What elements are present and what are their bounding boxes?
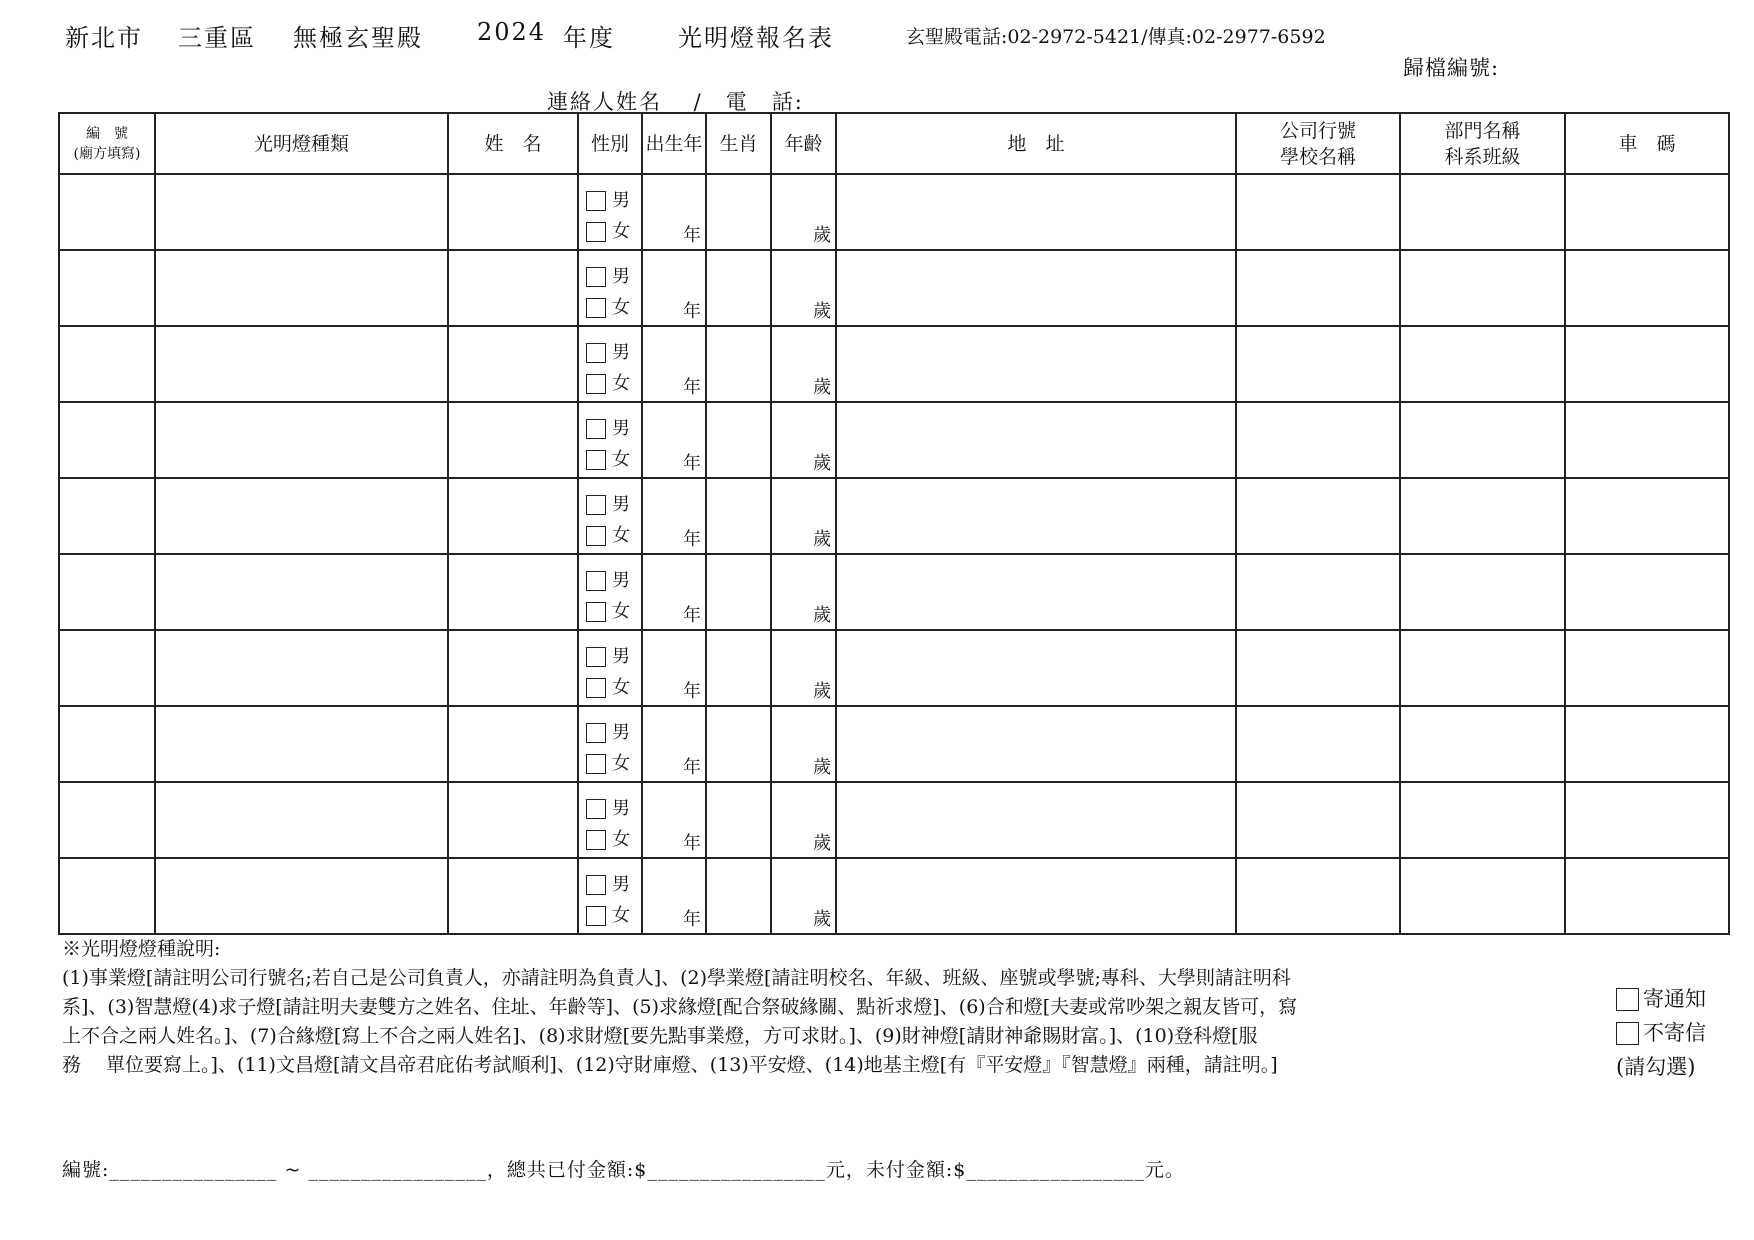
birth-year-cell[interactable] bbox=[642, 326, 706, 402]
address-cell[interactable] bbox=[836, 782, 1236, 858]
plate-cell[interactable] bbox=[1565, 326, 1729, 402]
zodiac-cell[interactable] bbox=[706, 250, 771, 326]
name-cell[interactable] bbox=[448, 858, 578, 934]
male-checkbox[interactable] bbox=[586, 799, 606, 819]
header-lamp-type: 光明燈種類 bbox=[155, 113, 448, 174]
year-unit: 年 bbox=[683, 453, 701, 474]
male-checkbox[interactable] bbox=[586, 875, 606, 895]
female-checkbox[interactable] bbox=[586, 450, 606, 470]
female-checkbox[interactable] bbox=[586, 602, 606, 622]
male-label: 男 bbox=[612, 874, 630, 895]
female-checkbox[interactable] bbox=[586, 906, 606, 926]
year-unit: 年 bbox=[683, 529, 701, 550]
archive-number-label: 歸檔編號: bbox=[1403, 56, 1500, 80]
gender-cell bbox=[578, 706, 642, 782]
zodiac-cell[interactable] bbox=[706, 706, 771, 782]
notes-line-2: 系]、(3)智慧燈(4)求子燈[請註明夫妻雙方之姓名、住址、年齡等]、(5)求緣燈[配合祭破緣關、點祈求燈]、(6)合和燈[夫妻或常吵架之親友皆可，寫 bbox=[62, 996, 1298, 1018]
year-unit: 年 bbox=[683, 909, 701, 930]
header-age: 年齡 bbox=[771, 113, 836, 174]
age-unit: 歲 bbox=[813, 453, 831, 474]
birth-year-cell[interactable] bbox=[642, 858, 706, 934]
zodiac-cell[interactable] bbox=[706, 402, 771, 478]
address-cell[interactable] bbox=[836, 858, 1236, 934]
gender-cell bbox=[578, 782, 642, 858]
male-checkbox[interactable] bbox=[586, 267, 606, 287]
age-unit: 歲 bbox=[813, 225, 831, 246]
company-cell[interactable] bbox=[1236, 630, 1400, 706]
address-cell[interactable] bbox=[836, 250, 1236, 326]
zodiac-cell[interactable] bbox=[706, 174, 771, 250]
birth-year-cell[interactable] bbox=[642, 782, 706, 858]
female-label: 女 bbox=[612, 297, 630, 318]
header-birth-year: 出生年 bbox=[642, 113, 706, 174]
company-cell[interactable] bbox=[1236, 250, 1400, 326]
age-cell[interactable] bbox=[771, 250, 836, 326]
company-cell[interactable] bbox=[1236, 706, 1400, 782]
year-label: 2024 bbox=[477, 18, 547, 46]
male-checkbox[interactable] bbox=[586, 419, 606, 439]
table-row bbox=[59, 402, 1729, 478]
temple-name: 無極玄聖殿 bbox=[293, 24, 423, 52]
department-cell[interactable] bbox=[1400, 250, 1565, 326]
name-cell[interactable] bbox=[448, 630, 578, 706]
name-cell[interactable] bbox=[448, 478, 578, 554]
name-cell[interactable] bbox=[448, 554, 578, 630]
male-label: 男 bbox=[612, 266, 630, 287]
department-cell[interactable] bbox=[1400, 782, 1565, 858]
age-cell[interactable] bbox=[771, 782, 836, 858]
female-checkbox[interactable] bbox=[586, 678, 606, 698]
department-cell[interactable] bbox=[1400, 402, 1565, 478]
header-number-label: 編 號 bbox=[86, 125, 128, 142]
zodiac-cell[interactable] bbox=[706, 630, 771, 706]
male-checkbox[interactable] bbox=[586, 571, 606, 591]
female-label: 女 bbox=[612, 525, 630, 546]
gender-cell bbox=[578, 326, 642, 402]
header-number-note: (廟方填寫) bbox=[73, 145, 141, 162]
department-cell[interactable] bbox=[1400, 630, 1565, 706]
year-unit: 年 bbox=[683, 681, 701, 702]
header-name: 姓 名 bbox=[448, 113, 578, 174]
female-label: 女 bbox=[612, 449, 630, 470]
male-checkbox[interactable] bbox=[586, 343, 606, 363]
gender-cell bbox=[578, 250, 642, 326]
female-label: 女 bbox=[612, 601, 630, 622]
female-checkbox[interactable] bbox=[586, 526, 606, 546]
table-header-row bbox=[59, 113, 1729, 174]
age-cell[interactable] bbox=[771, 858, 836, 934]
zodiac-cell[interactable] bbox=[706, 858, 771, 934]
payment-footer: 編號:________________ ~ _________________，總共已付金額:$_________________元，未付金額:$_________________元。 bbox=[62, 1159, 1185, 1181]
number-cell[interactable] bbox=[59, 554, 155, 630]
year-unit: 年 bbox=[683, 377, 701, 398]
name-cell[interactable] bbox=[448, 402, 578, 478]
department-cell[interactable] bbox=[1400, 706, 1565, 782]
male-checkbox[interactable] bbox=[586, 495, 606, 515]
age-unit: 歲 bbox=[813, 909, 831, 930]
address-cell[interactable] bbox=[836, 630, 1236, 706]
notes-line-3: 上不合之兩人姓名。]、(7)合緣燈[寫上不合之兩人姓名]、(8)求財燈[要先點事業燈，方可求財。]、(9)財神燈[請財神爺賜財富。]、(10)登科燈[服 bbox=[62, 1025, 1258, 1047]
birth-year-cell[interactable] bbox=[642, 554, 706, 630]
age-cell[interactable] bbox=[771, 326, 836, 402]
address-cell[interactable] bbox=[836, 478, 1236, 554]
lamp-type-cell[interactable] bbox=[155, 478, 448, 554]
table-row bbox=[59, 630, 1729, 706]
notes-line-1: (1)事業燈[請註明公司行號名;若自己是公司負責人，亦請註明為負責人]、(2)學業燈[請註明校名、年級、班級、座號或學號;專科、大學則請註明科 bbox=[62, 967, 1291, 989]
company-cell[interactable] bbox=[1236, 554, 1400, 630]
header-zodiac: 生肖 bbox=[706, 113, 771, 174]
zodiac-cell[interactable] bbox=[706, 326, 771, 402]
gender-cell bbox=[578, 478, 642, 554]
plate-cell[interactable] bbox=[1565, 402, 1729, 478]
header-company-school bbox=[1236, 113, 1400, 174]
table-row bbox=[59, 554, 1729, 630]
male-label: 男 bbox=[612, 798, 630, 819]
year-unit: 年 bbox=[683, 301, 701, 322]
send-notice-checkbox[interactable] bbox=[1616, 988, 1639, 1011]
birth-year-cell[interactable] bbox=[642, 174, 706, 250]
male-label: 男 bbox=[612, 494, 630, 515]
no-send-label: 不寄信 bbox=[1643, 1021, 1706, 1045]
female-checkbox[interactable] bbox=[586, 298, 606, 318]
no-send-checkbox[interactable] bbox=[1616, 1022, 1639, 1045]
age-cell[interactable] bbox=[771, 402, 836, 478]
lamp-type-cell[interactable] bbox=[155, 326, 448, 402]
registration-table bbox=[58, 112, 1730, 935]
male-label: 男 bbox=[612, 722, 630, 743]
address-cell[interactable] bbox=[836, 402, 1236, 478]
header-department-class bbox=[1400, 113, 1565, 174]
gender-cell bbox=[578, 402, 642, 478]
male-checkbox[interactable] bbox=[586, 647, 606, 667]
company-cell[interactable] bbox=[1236, 174, 1400, 250]
age-cell[interactable] bbox=[771, 478, 836, 554]
male-label: 男 bbox=[612, 342, 630, 363]
zodiac-cell[interactable] bbox=[706, 782, 771, 858]
send-notice-label: 寄通知 bbox=[1643, 987, 1706, 1011]
female-checkbox[interactable] bbox=[586, 754, 606, 774]
year-unit: 年 bbox=[683, 833, 701, 854]
male-label: 男 bbox=[612, 570, 630, 591]
male-label: 男 bbox=[612, 646, 630, 667]
lamp-type-cell[interactable] bbox=[155, 554, 448, 630]
plate-cell[interactable] bbox=[1565, 174, 1729, 250]
company-cell[interactable] bbox=[1236, 478, 1400, 554]
zodiac-cell[interactable] bbox=[706, 554, 771, 630]
plate-cell[interactable] bbox=[1565, 706, 1729, 782]
address-cell[interactable] bbox=[836, 706, 1236, 782]
plate-cell[interactable] bbox=[1565, 782, 1729, 858]
gender-cell bbox=[578, 630, 642, 706]
age-cell[interactable] bbox=[771, 554, 836, 630]
company-cell[interactable] bbox=[1236, 782, 1400, 858]
lamp-type-notes bbox=[62, 935, 1557, 1080]
age-cell[interactable] bbox=[771, 174, 836, 250]
plate-cell[interactable] bbox=[1565, 554, 1729, 630]
male-label: 男 bbox=[612, 190, 630, 211]
number-cell[interactable] bbox=[59, 174, 155, 250]
zodiac-cell[interactable] bbox=[706, 478, 771, 554]
table-row bbox=[59, 326, 1729, 402]
gender-cell bbox=[578, 858, 642, 934]
lamp-type-cell[interactable] bbox=[155, 250, 448, 326]
male-checkbox[interactable] bbox=[586, 723, 606, 743]
header-gender: 性別 bbox=[578, 113, 642, 174]
company-cell[interactable] bbox=[1236, 402, 1400, 478]
department-cell[interactable] bbox=[1400, 858, 1565, 934]
table-row bbox=[59, 478, 1729, 554]
department-cell[interactable] bbox=[1400, 326, 1565, 402]
number-cell[interactable] bbox=[59, 402, 155, 478]
phone-fax: 玄聖殿電話:02-2972-5421/傳真:02-2977-6592 bbox=[906, 26, 1326, 48]
number-cell[interactable] bbox=[59, 478, 155, 554]
birth-year-cell[interactable] bbox=[642, 706, 706, 782]
lamp-type-cell[interactable] bbox=[155, 174, 448, 250]
header-class: 科系班級 bbox=[1444, 145, 1521, 168]
female-label: 女 bbox=[612, 221, 630, 242]
please-check-label: (請勾選) bbox=[1616, 1055, 1696, 1079]
city-label: 新北市 bbox=[65, 24, 143, 52]
district-label: 三重區 bbox=[178, 24, 256, 52]
female-label: 女 bbox=[612, 753, 630, 774]
female-checkbox[interactable] bbox=[586, 222, 606, 242]
address-cell[interactable] bbox=[836, 326, 1236, 402]
plate-cell[interactable] bbox=[1565, 478, 1729, 554]
table-row bbox=[59, 858, 1729, 934]
number-cell[interactable] bbox=[59, 858, 155, 934]
birth-year-cell[interactable] bbox=[642, 478, 706, 554]
plate-cell[interactable] bbox=[1565, 858, 1729, 934]
female-checkbox[interactable] bbox=[586, 374, 606, 394]
header-plate: 車 碼 bbox=[1565, 113, 1729, 174]
form-title: 光明燈報名表 bbox=[678, 24, 834, 52]
male-label: 男 bbox=[612, 418, 630, 439]
age-unit: 歲 bbox=[813, 833, 831, 854]
contact-label: 連絡人姓名 / 電 話: bbox=[547, 90, 804, 114]
company-cell[interactable] bbox=[1236, 326, 1400, 402]
department-cell[interactable] bbox=[1400, 174, 1565, 250]
female-label: 女 bbox=[612, 829, 630, 850]
female-checkbox[interactable] bbox=[586, 830, 606, 850]
gender-cell bbox=[578, 554, 642, 630]
header-school: 學校名稱 bbox=[1279, 145, 1356, 168]
lamp-type-cell[interactable] bbox=[155, 858, 448, 934]
number-cell[interactable] bbox=[59, 250, 155, 326]
name-cell[interactable] bbox=[448, 326, 578, 402]
age-unit: 歲 bbox=[813, 301, 831, 322]
age-unit: 歲 bbox=[813, 757, 831, 778]
table-row bbox=[59, 174, 1729, 250]
department-cell[interactable] bbox=[1400, 478, 1565, 554]
plate-cell[interactable] bbox=[1565, 630, 1729, 706]
lamp-type-cell[interactable] bbox=[155, 402, 448, 478]
number-cell[interactable] bbox=[59, 326, 155, 402]
plate-cell[interactable] bbox=[1565, 250, 1729, 326]
number-cell[interactable] bbox=[59, 630, 155, 706]
table-row bbox=[59, 250, 1729, 326]
age-unit: 歲 bbox=[813, 377, 831, 398]
age-unit: 歲 bbox=[813, 605, 831, 626]
year-unit: 年 bbox=[683, 605, 701, 626]
age-cell[interactable] bbox=[771, 706, 836, 782]
age-cell[interactable] bbox=[771, 630, 836, 706]
birth-year-cell[interactable] bbox=[642, 630, 706, 706]
table-row bbox=[59, 706, 1729, 782]
female-label: 女 bbox=[612, 373, 630, 394]
name-cell[interactable] bbox=[448, 706, 578, 782]
notes-line-4: 務 單位要寫上。]、(11)文昌燈[請文昌帝君庇佑考試順利]、(12)守財庫燈、(13)平安燈、(14)地基主燈[有『平安燈』『智慧燈』兩種，請註明。] bbox=[62, 1054, 1278, 1076]
year-unit: 年 bbox=[683, 225, 701, 246]
name-cell[interactable] bbox=[448, 250, 578, 326]
age-unit: 歲 bbox=[813, 681, 831, 702]
gender-cell bbox=[578, 174, 642, 250]
lamp-type-cell[interactable] bbox=[155, 630, 448, 706]
company-cell[interactable] bbox=[1236, 858, 1400, 934]
male-checkbox[interactable] bbox=[586, 191, 606, 211]
number-cell[interactable] bbox=[59, 706, 155, 782]
number-cell[interactable] bbox=[59, 782, 155, 858]
lamp-type-cell[interactable] bbox=[155, 782, 448, 858]
year-unit: 年 bbox=[683, 757, 701, 778]
name-cell[interactable] bbox=[448, 782, 578, 858]
header-number bbox=[59, 113, 155, 174]
name-cell[interactable] bbox=[448, 174, 578, 250]
female-label: 女 bbox=[612, 905, 630, 926]
notice-options bbox=[1616, 982, 1706, 1084]
notes-heading: ※光明燈燈種說明: bbox=[62, 938, 221, 960]
female-label: 女 bbox=[612, 677, 630, 698]
year-suffix: 年度 bbox=[563, 24, 615, 52]
birth-year-cell[interactable] bbox=[642, 402, 706, 478]
header-company: 公司行號 bbox=[1279, 119, 1356, 142]
header-address: 地 址 bbox=[836, 113, 1236, 174]
age-unit: 歲 bbox=[813, 529, 831, 550]
birth-year-cell[interactable] bbox=[642, 250, 706, 326]
header-department: 部門名稱 bbox=[1444, 119, 1521, 142]
address-cell[interactable] bbox=[836, 174, 1236, 250]
address-cell[interactable] bbox=[836, 554, 1236, 630]
lamp-type-cell[interactable] bbox=[155, 706, 448, 782]
department-cell[interactable] bbox=[1400, 554, 1565, 630]
table-row bbox=[59, 782, 1729, 858]
